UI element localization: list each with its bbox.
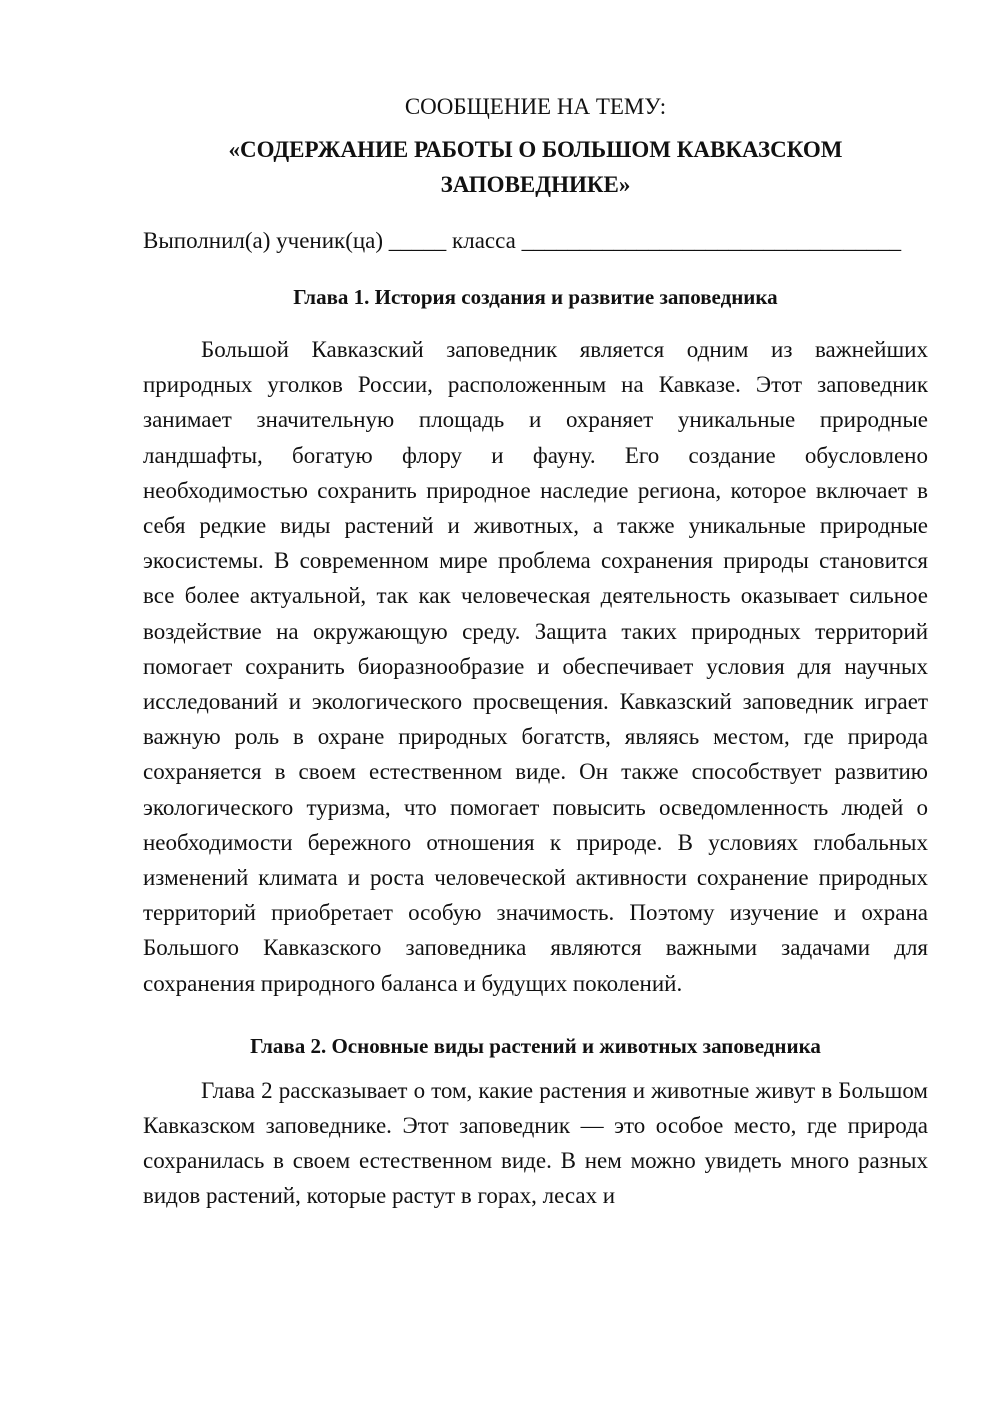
chapter-2-heading: Глава 2. Основные виды растений и животных заповедника xyxy=(250,1033,821,1058)
document-topic: «СОДЕРЖАНИЕ РАБОТЫ О БОЛЬШОМ КАВКАЗСКОМ ЗАПОВЕДНИКЕ» xyxy=(228,137,843,197)
chapter-1-paragraph: Большой Кавказский заповедник является одним из важнейших природных уголков России, расположенным на Кавказе. Этот заповедник занимает значительную площадь и охраняет уникальные природные ландшафты, богатую флору и фауну. Его создание обусловлено необходимостью сохранить природное наследие региона, которое включает в себя редкие виды растений и животных, а также уникальные природные экосистемы. В современном мире проблема сохранения природы становится все более актуальной, так как человеческая деятельность оказывает сильное воздействие на окружающую среду. Защита таких природных территорий помогает сохранить биоразнообразие и обеспечивает условия для научных исследований и экологического просвещения. Кавказский заповедник играет важную роль в охране природных богатств, являясь местом, где природа сохраняется в своем естественном виде. Он также способствует развитию экологического туризма, что помогает повысить осведомленность людей о необходимости бережного отношения к природе. В условиях глобальных изменений климата и роста человеческой активности сохранение природных территорий приобретает особую значимость. Поэтому изучение и охрана Большого Кавказского заповедника являются важными задачами для сохранения природного баланса и будущих поколений. xyxy=(143,337,928,996)
chapter-2-paragraph: Глава 2 рассказывает о том, какие растения и животные живут в Большом Кавказском заповеднике. Этот заповедник — это особое место, где природа сохранилась в своем естественном виде. В нем можно увидеть много разных видов растений, которые растут в горах, лесах и xyxy=(143,1077,928,1209)
document-page xyxy=(143,90,928,1214)
document-title: СООБЩЕНИЕ НА ТЕМУ: xyxy=(404,94,667,119)
author-line: Выполнил(а) ученик(ца) _____ класса _________________________________ xyxy=(143,228,902,253)
chapter-1-heading: Глава 1. История создания и развитие заповедника xyxy=(293,285,778,309)
